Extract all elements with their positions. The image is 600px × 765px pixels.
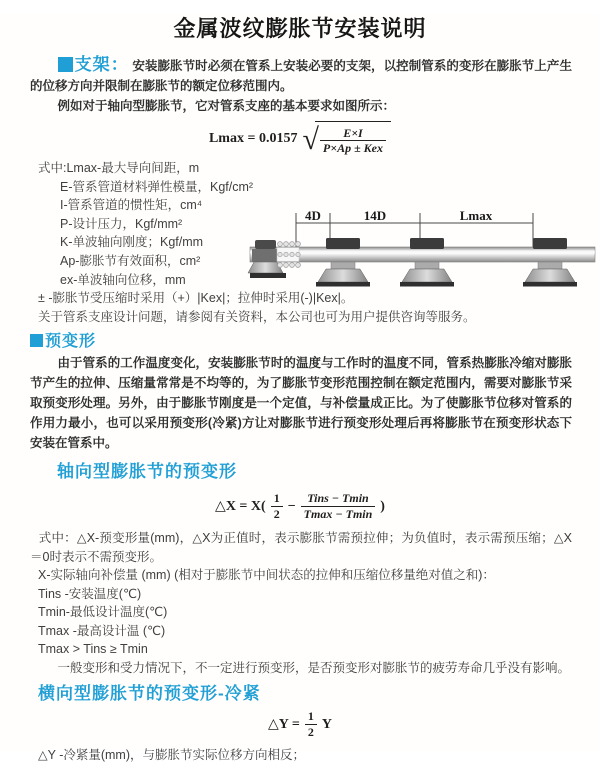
axial-formula-close-paren: ) <box>380 498 385 514</box>
lateral-note-line: △Y -冷紧量(mm)，与膨胀节实际位移方向相反； <box>38 748 306 763</box>
axial-note-paragraph: 一般变形和受力情况下，不一定进行预变形，是否预变形对膨胀节的疲劳寿命几乎没有影响。 <box>57 660 571 675</box>
blue-square-icon <box>30 334 43 347</box>
support-intro-text: 安装膨胀节时必须在管系上安装必要的支架，以控制管系的变形在膨胀节上产生的位移方向并限制在膨胀节的额定位移范围内。 <box>30 59 572 93</box>
temperature-fraction <box>301 491 376 521</box>
axial-formula-lhs: △X = X( <box>215 498 266 514</box>
definition-line: P-设计压力，Kgf/mm² <box>60 216 183 231</box>
lateral-formula-rhs: Y <box>321 716 332 732</box>
lmax-fraction <box>320 126 386 156</box>
sqrt-body <box>315 121 391 156</box>
axial-predeform-formula <box>0 488 600 524</box>
service-note: 关于管系支座设计问题，请参阅有关资料，本公司也可为用户提供咨询等服务。 <box>38 309 476 324</box>
pipe <box>250 247 595 262</box>
one-half-fraction <box>271 491 283 521</box>
definition-line: I-管系管道的惯性矩，cm⁴ <box>60 198 203 213</box>
support-intro-paragraph <box>30 55 572 96</box>
predeform-heading-text: 预变形 <box>45 333 97 351</box>
lmax-formula-lhs: Lmax = 0.0157 <box>208 130 298 146</box>
bellows-icon <box>277 242 300 268</box>
predeform-body-paragraph: 由于管系的工作温度变化，安装膨胀节时的温度与工作时的温度不同，管系热膨胀冷缩对膨胀节产生的拉伸、压缩量常常是不均等的，为了膨胀节变形范围控制在额定范围内，需要对膨胀节采取预变形处理。另外，由于膨胀节刚度是一个定值，与补偿量成正比。为了使膨胀节位移对管系的作用力最小，也可以采用预变形(冷紧)方让对膨胀节进行预变形处理后再将膨胀节在预变形状态下安装在管系中。 <box>30 356 572 451</box>
dim-label-lmax: Lmax <box>459 208 493 223</box>
sqrt-radical <box>302 121 391 156</box>
temp-condition-line: Tmax > Tins ≥ Tmin <box>38 642 148 657</box>
definition-line: K-单波轴向刚度；Kgf/mm <box>60 235 204 250</box>
fraction-numerator: 1 <box>307 709 314 724</box>
definition-line: 式中:Lmax-最大导向间距，m <box>38 161 200 175</box>
fraction-numerator: 1 <box>273 491 280 506</box>
temp-definition-line: Tins -安装温度(℃) <box>38 586 142 601</box>
lateral-formula-lhs: △Y = <box>268 716 300 732</box>
support-section-heading: 支架： <box>74 55 129 74</box>
blue-square-icon <box>58 57 73 72</box>
temp-definition-line: Tmax -最高设计温 (℃) <box>38 623 166 638</box>
definition-line: ex-单波轴向位移，mm <box>60 272 186 287</box>
minus-sign: − <box>287 498 296 514</box>
definition-line: E-管系管道材料弹性模量，Kgf/cm² <box>60 179 254 194</box>
pipe-support-diagram-svg <box>250 207 595 307</box>
one-half-fraction <box>305 709 317 739</box>
fraction-denominator: 2 <box>305 724 317 739</box>
support-example-text: 例如对于轴向型膨胀节，它对管系支座的基本要求如图所示： <box>57 99 396 113</box>
temp-definition-line: Tmin-最低设计温度(℃) <box>38 605 168 620</box>
fraction-denominator: Tmax − Tmin <box>301 506 376 521</box>
document-page <box>0 14 600 763</box>
dim-label-4d: 4D <box>305 208 321 223</box>
lmax-formula <box>0 121 600 155</box>
support-spacing-diagram <box>250 207 595 307</box>
lateral-predeform-formula <box>0 708 600 740</box>
fraction-numerator: Tins − Tmin <box>307 491 369 506</box>
fraction-denominator: 2 <box>271 506 283 521</box>
predeform-section-heading <box>30 333 600 351</box>
lmax-fraction-numerator: E×I <box>343 125 363 140</box>
plus-minus-note: ± -膨胀节受压缩时采用（+）|Kex|；拉伸时采用(-)|Kex|。 <box>38 291 354 306</box>
axial-explain-paragraph: 式中：△X-预变形量(mm)，△X为正值时，表示膨胀节需预拉伸；为负值时，表示需预压缩；△X＝0时表示不需预变形。 <box>30 531 572 564</box>
lmax-fraction-denominator: P×Ap ± Kex <box>320 140 386 155</box>
definition-line: Ap-膨胀节有效面积，cm² <box>60 253 201 268</box>
lateral-predeform-heading: 横向型膨胀节的预变形-冷紧 <box>38 684 261 704</box>
dim-label-14d: 14D <box>363 208 387 223</box>
sqrt-glyph-icon: √ <box>302 123 319 156</box>
page-title: 金属波纹膨胀节安装说明 <box>173 16 427 41</box>
x-definition-line: X-实际轴向补偿量 (mm) (相对于膨胀节中间状态的拉伸和压缩位移量绝对值之和)： <box>38 568 495 583</box>
axial-predeform-heading: 轴向型膨胀节的预变形 <box>57 462 237 482</box>
